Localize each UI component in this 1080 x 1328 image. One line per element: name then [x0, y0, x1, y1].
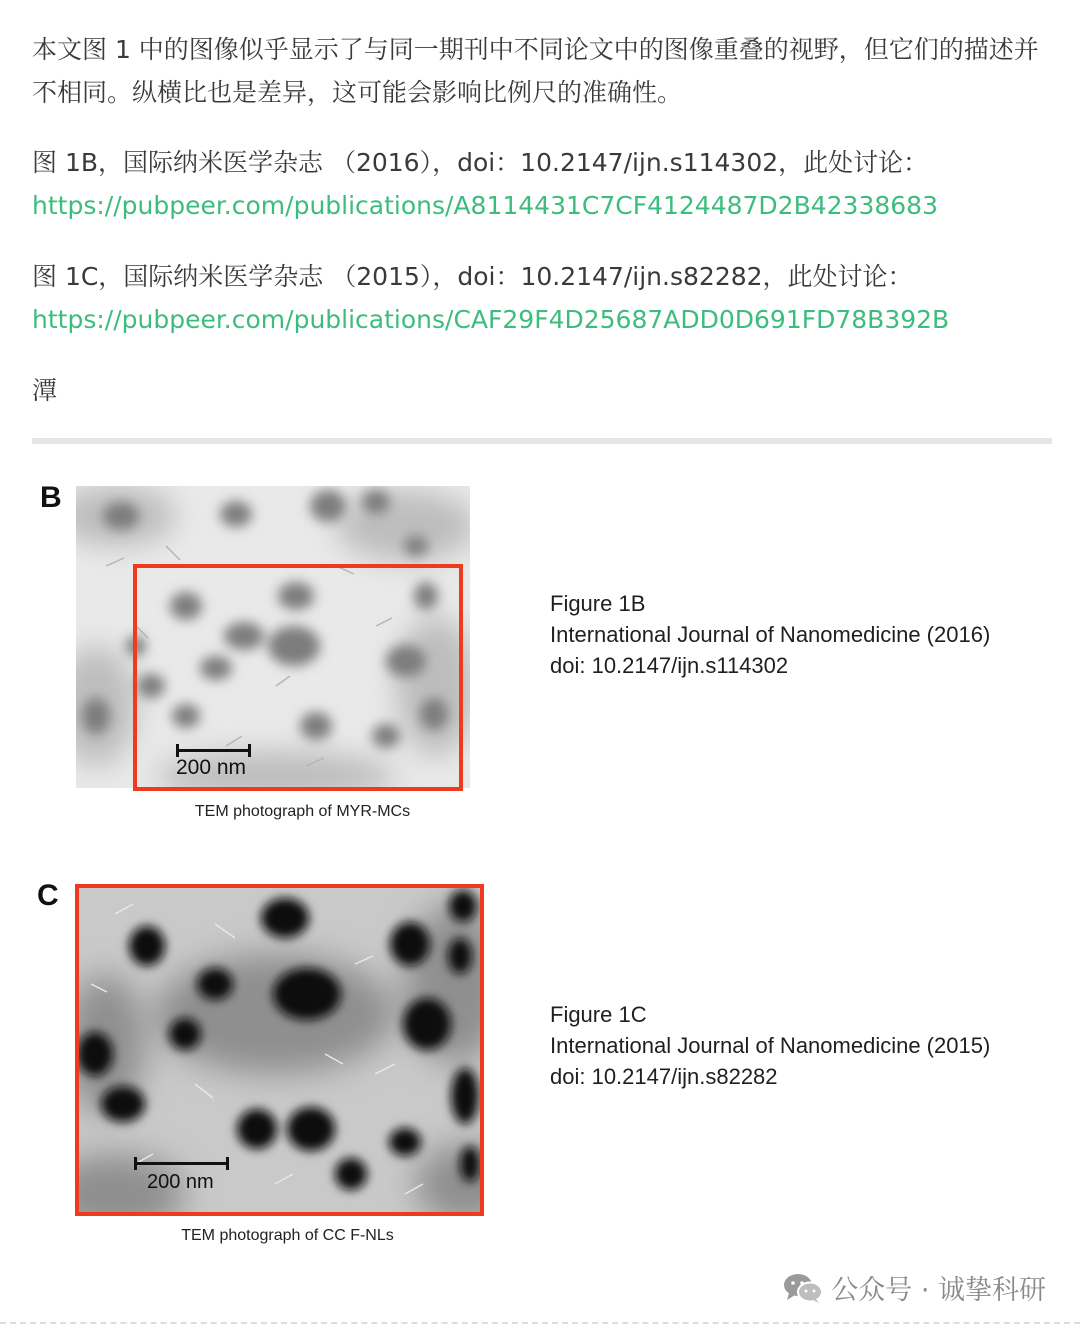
- reference-b-text: 图 1B，国际纳米医学杂志 （2016），doi：10.2147/ijn.s114302，此处讨论：: [32, 148, 929, 177]
- caption-b: TEM photograph of MYR-MCs: [194, 803, 411, 820]
- reference-c-link[interactable]: https://pubpeer.com/publications/CAF29F4D25687ADD0D691FD78B392B: [32, 305, 950, 334]
- figure-c-doi: doi: 10.2147/ijn.s82282: [550, 1064, 778, 1089]
- figure-b-journal: International Journal of Nanomedicine (2016): [550, 622, 991, 647]
- reference-c: [32, 255, 1052, 341]
- reference-b-link[interactable]: https://pubpeer.com/publications/A8114431C7CF4124487D2B42338683: [32, 191, 938, 220]
- scale-bar-c: [134, 1162, 229, 1193]
- figure-b-info: [550, 588, 990, 681]
- figure-c-title: Figure 1C: [550, 1002, 647, 1027]
- reference-c-text: 图 1C，国际纳米医学杂志 （2015），doi：10.2147/ijn.s82282，此处讨论：: [32, 262, 913, 291]
- reference-b: [32, 141, 1052, 227]
- wechat-icon: [783, 1272, 823, 1304]
- figure-c-info: [550, 999, 990, 1092]
- author-signature: 潭: [32, 376, 58, 405]
- scale-label-b: 200 nm: [176, 756, 247, 779]
- section-divider: [32, 438, 1052, 444]
- figure-c-journal: International Journal of Nanomedicine (2015): [550, 1033, 991, 1058]
- panel-b-letter: B: [40, 481, 62, 514]
- watermark-text: 公众号 · 诚挚科研: [831, 1275, 1046, 1306]
- wechat-watermark: [783, 1268, 1046, 1307]
- bottom-dashed-border: [0, 1322, 1080, 1324]
- panel-c-letter: C: [37, 879, 59, 912]
- figure-b-doi: doi: 10.2147/ijn.s114302: [550, 653, 789, 678]
- scale-bar-b: [176, 749, 251, 779]
- figure-b-title: Figure 1B: [550, 591, 646, 616]
- scale-label-c: 200 nm: [147, 1171, 214, 1193]
- caption-c: TEM photograph of CC F-NLs: [181, 1227, 394, 1244]
- intro-paragraph: 本文图 1 中的图像似乎显示了与同一期刊中不同论文中的图像重叠的视野，但它们的描述并不相同。纵横比也是差异，这可能会影响比例尺的准确性。: [32, 35, 1039, 107]
